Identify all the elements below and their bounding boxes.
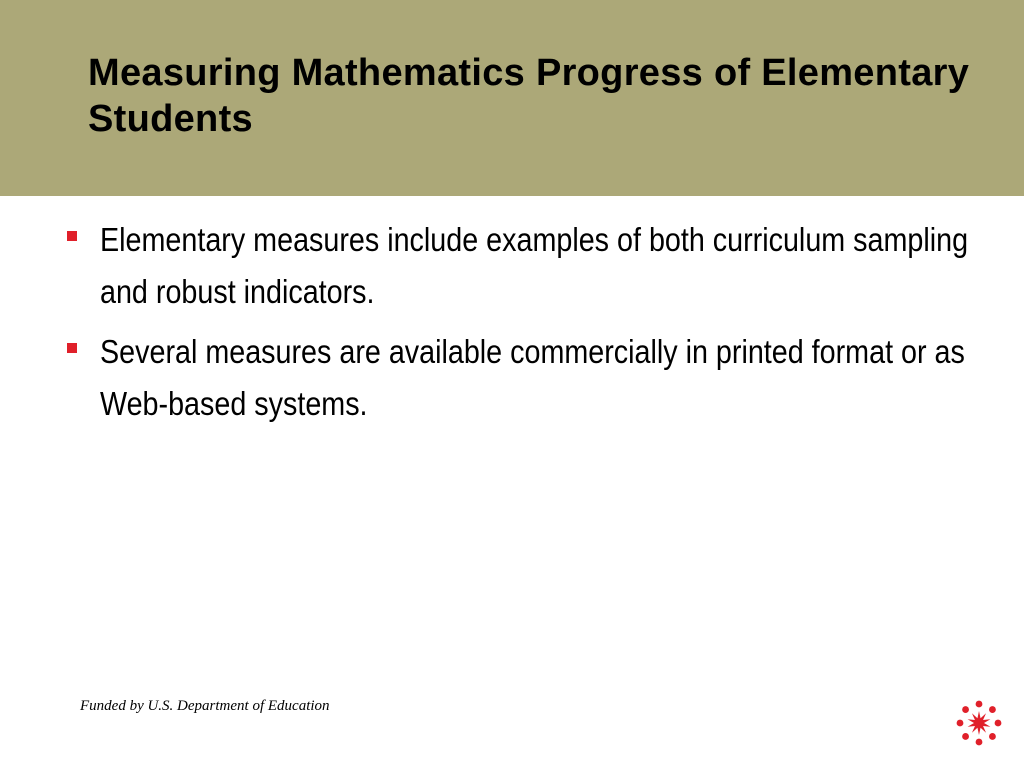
- slide-title: Measuring Mathematics Progress of Elementary Students: [88, 52, 970, 140]
- logo-dot: [976, 739, 983, 746]
- bullet-list: [64, 214, 984, 438]
- footer-credit: Funded by U.S. Department of Education: [80, 698, 330, 714]
- bullet-text: Elementary measures include examples of both curriculum sampling and robust indicators.: [100, 221, 969, 310]
- bullet-text: Several measures are available commercially in printed format or as Web-based systems.: [100, 333, 965, 422]
- logo-dot: [976, 701, 983, 708]
- bullet-square-icon: [67, 343, 77, 353]
- logo-dot: [989, 706, 996, 713]
- logo-dot: [962, 706, 969, 713]
- bullet-item: [64, 214, 984, 318]
- logo-dot: [957, 720, 964, 727]
- bullet-square-icon: [67, 231, 77, 241]
- logo-star-center: [968, 711, 991, 735]
- bullet-item: [64, 326, 984, 430]
- logo-dot: [962, 733, 969, 740]
- logo-dot: [995, 720, 1002, 727]
- logo-dot: [989, 733, 996, 740]
- red-star-burst-icon: [955, 699, 1003, 747]
- title-band: [0, 0, 1024, 196]
